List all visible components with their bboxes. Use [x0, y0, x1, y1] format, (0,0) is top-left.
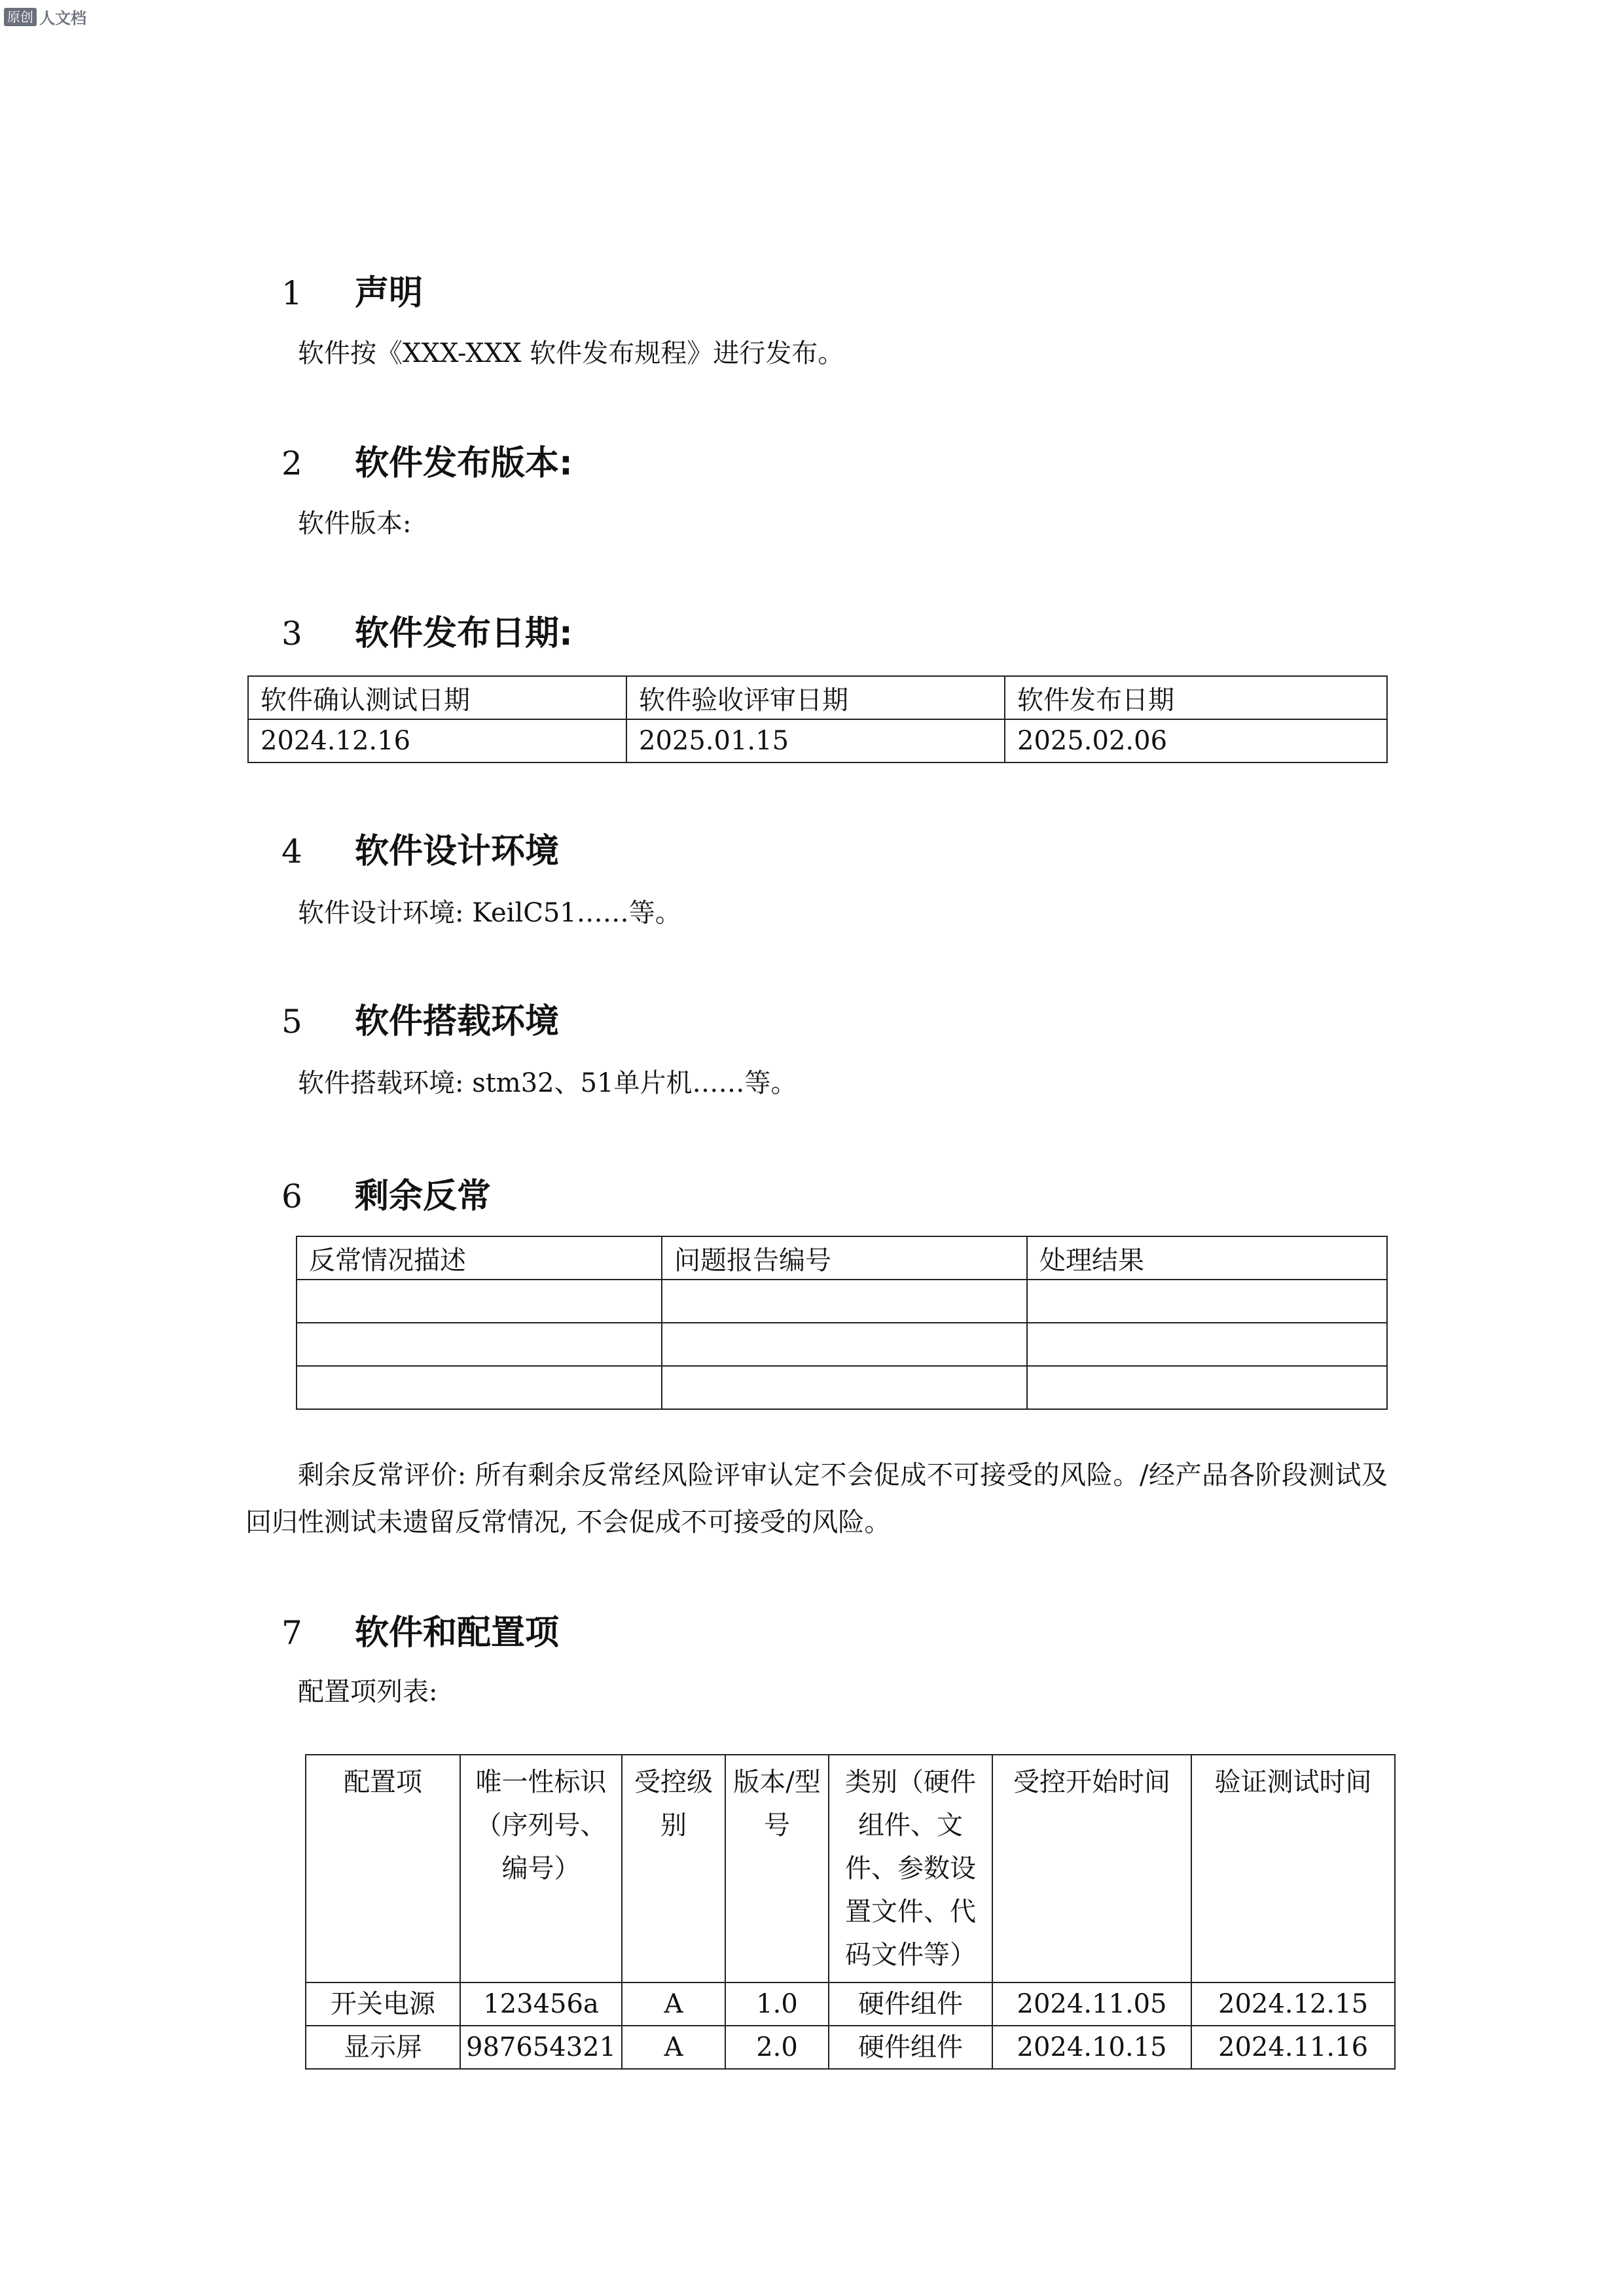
table-header-cell: 问题报告编号 — [662, 1236, 1027, 1280]
table-header-cell: 反常情况描述 — [297, 1236, 662, 1280]
table-cell: 2024.11.05 — [992, 1982, 1191, 2026]
table-header-cell: 配置项 — [306, 1755, 460, 1982]
section-title: 软件发布日期: — [355, 614, 573, 653]
table-cell: 显示屏 — [306, 2026, 460, 2069]
section-number: 2 — [281, 444, 302, 482]
table-cell: 987654321 — [460, 2026, 622, 2069]
table-row — [297, 1366, 1387, 1409]
section-2-text: 软件版本: — [298, 509, 412, 539]
table-header-cell: 受控开始时间 — [992, 1755, 1191, 1982]
anomaly-evaluation-text: 剩余反常评价: 所有剩余反常经风险评审认定不会促成不可接受的风险。/经产品各阶段测试及回归性测试未遗留反常情况, 不会促成不可接受的风险。 — [245, 1460, 1388, 1537]
anomaly-table — [296, 1236, 1388, 1410]
section-6-heading — [281, 1168, 491, 1217]
section-number: 1 — [281, 274, 302, 312]
table-row — [306, 1982, 1395, 2026]
watermark-text: 人文档 — [39, 9, 86, 27]
table-cell: 2024.12.15 — [1191, 1982, 1395, 2026]
section-2-heading — [281, 435, 573, 484]
section-1-text: 软件按《XXX-XXX 软件发布规程》进行发布。 — [298, 338, 844, 368]
section-7-text: 配置项列表: — [298, 1677, 438, 1707]
table-cell — [662, 1323, 1027, 1366]
table-header-cell: 受控级别 — [622, 1755, 725, 1982]
watermark-badge: 原创 — [4, 8, 37, 26]
table-cell — [1027, 1323, 1387, 1366]
table-header-cell: 验证测试时间 — [1191, 1755, 1395, 1982]
table-row — [297, 1323, 1387, 1366]
table-cell — [297, 1323, 662, 1366]
table-cell: 2024.12.16 — [248, 719, 626, 762]
section-1-heading — [281, 265, 423, 314]
table-cell: 2025.02.06 — [1005, 719, 1387, 762]
table-header-cell: 版本/型号 — [725, 1755, 829, 1982]
table-header-cell: 类别（硬件组件、文件、参数设置文件、代码文件等） — [829, 1755, 992, 1982]
section-number: 3 — [281, 615, 302, 653]
section-title: 软件和配置项 — [355, 1613, 560, 1653]
table-row — [306, 2026, 1395, 2069]
table-header-row — [297, 1236, 1387, 1280]
section-title: 软件发布版本: — [355, 444, 573, 483]
table-cell: 123456a — [460, 1982, 622, 2026]
table-cell: 2024.11.16 — [1191, 2026, 1395, 2069]
table-cell: 硬件组件 — [829, 2026, 992, 2069]
table-cell: A — [622, 2026, 725, 2069]
section-number: 6 — [281, 1177, 302, 1215]
table-header-cell: 软件发布日期 — [1005, 676, 1387, 719]
table-header-cell: 处理结果 — [1027, 1236, 1387, 1280]
table-header-cell: 唯一性标识（序列号、编号） — [460, 1755, 622, 1982]
table-header-cell: 软件确认测试日期 — [248, 676, 626, 719]
table-cell: 2.0 — [725, 2026, 829, 2069]
table-header-row — [306, 1755, 1395, 1982]
table-cell: 2025.01.15 — [626, 719, 1005, 762]
section-number: 5 — [281, 1003, 302, 1041]
config-item-table — [305, 1754, 1396, 2070]
table-cell: 1.0 — [725, 1982, 829, 2026]
release-date-table — [247, 675, 1388, 763]
table-cell — [1027, 1280, 1387, 1323]
table-cell: 硬件组件 — [829, 1982, 992, 2026]
section-5-heading — [281, 994, 559, 1043]
watermark-logo — [4, 5, 86, 28]
section-4-heading — [281, 823, 559, 872]
section-title: 剩余反常 — [355, 1177, 492, 1216]
table-header-cell: 软件验收评审日期 — [626, 676, 1005, 719]
section-number: 4 — [281, 833, 302, 870]
section-title: 软件设计环境 — [355, 832, 560, 871]
table-cell: A — [622, 1982, 725, 2026]
table-row — [297, 1280, 1387, 1323]
table-cell — [662, 1280, 1027, 1323]
section-5-text: 软件搭载环境: stm32、51单片机……等。 — [298, 1068, 797, 1098]
section-3-heading — [281, 605, 573, 655]
section-4-text: 软件设计环境: KeilC51……等。 — [298, 898, 681, 928]
table-header-row — [248, 676, 1387, 719]
table-cell: 2024.10.15 — [992, 2026, 1191, 2069]
table-cell — [1027, 1366, 1387, 1409]
table-cell — [297, 1280, 662, 1323]
table-cell — [297, 1366, 662, 1409]
section-title: 软件搭载环境 — [355, 1002, 560, 1041]
section-7-heading — [281, 1605, 559, 1654]
section-title: 声明 — [355, 274, 424, 313]
table-row — [248, 719, 1387, 762]
table-cell: 开关电源 — [306, 1982, 460, 2026]
table-cell — [662, 1366, 1027, 1409]
section-number: 7 — [281, 1614, 302, 1652]
